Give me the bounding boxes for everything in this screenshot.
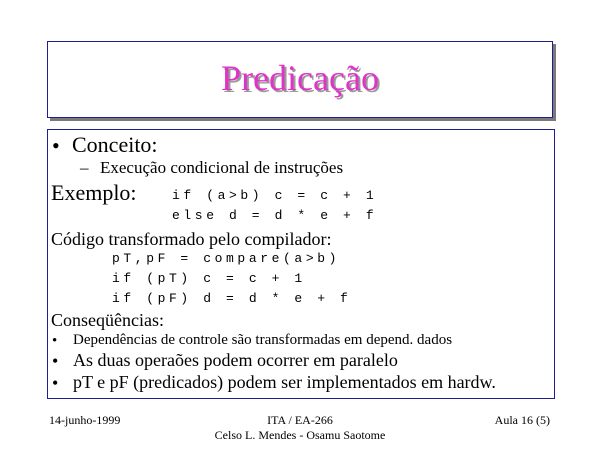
conseq-item-1: Dependências de controle são transformadas em depend. dados (73, 332, 453, 348)
conseq-label: Conseqüências: (51, 310, 164, 330)
footer-date: 14-junho-1999 (49, 413, 121, 427)
transform-label: Código transformado pelo compilador: (51, 229, 332, 249)
code-line-2: else d = d * e + f (172, 208, 378, 223)
bullet-dot: • (52, 333, 58, 349)
bullet-conceito: Conceito: (72, 132, 158, 157)
footer-course: ITA / EA-266 (267, 413, 333, 427)
conseq-item-2: As duas operaões podem ocorrer em paralelo (73, 350, 398, 370)
sub-dash: – (80, 158, 89, 177)
footer-authors: Celso L. Mendes - Osamu Saotome (214, 428, 386, 442)
sub-execucao: Execução condicional de instruções (100, 158, 344, 177)
bullet-dot: • (52, 351, 59, 371)
code-line-1: if (a>b) c = c + 1 (172, 188, 378, 203)
bullet-dot: • (52, 133, 60, 158)
code2-line-1: pT,pF = compare(a>b) (112, 251, 341, 266)
code2-line-3: if (pF) d = d * e + f (112, 291, 352, 306)
title-box (47, 41, 553, 118)
slide-title: Predicação (221, 58, 379, 98)
code2-line-2: if (pT) c = c + 1 (112, 271, 306, 286)
exemplo-label: Exemplo: (51, 180, 137, 205)
footer-page: Aula 16 (5) (494, 413, 550, 427)
conseq-item-3: pT e pF (predicados) podem ser implementados em hardw. (73, 372, 496, 392)
bullet-dot: • (52, 373, 59, 393)
